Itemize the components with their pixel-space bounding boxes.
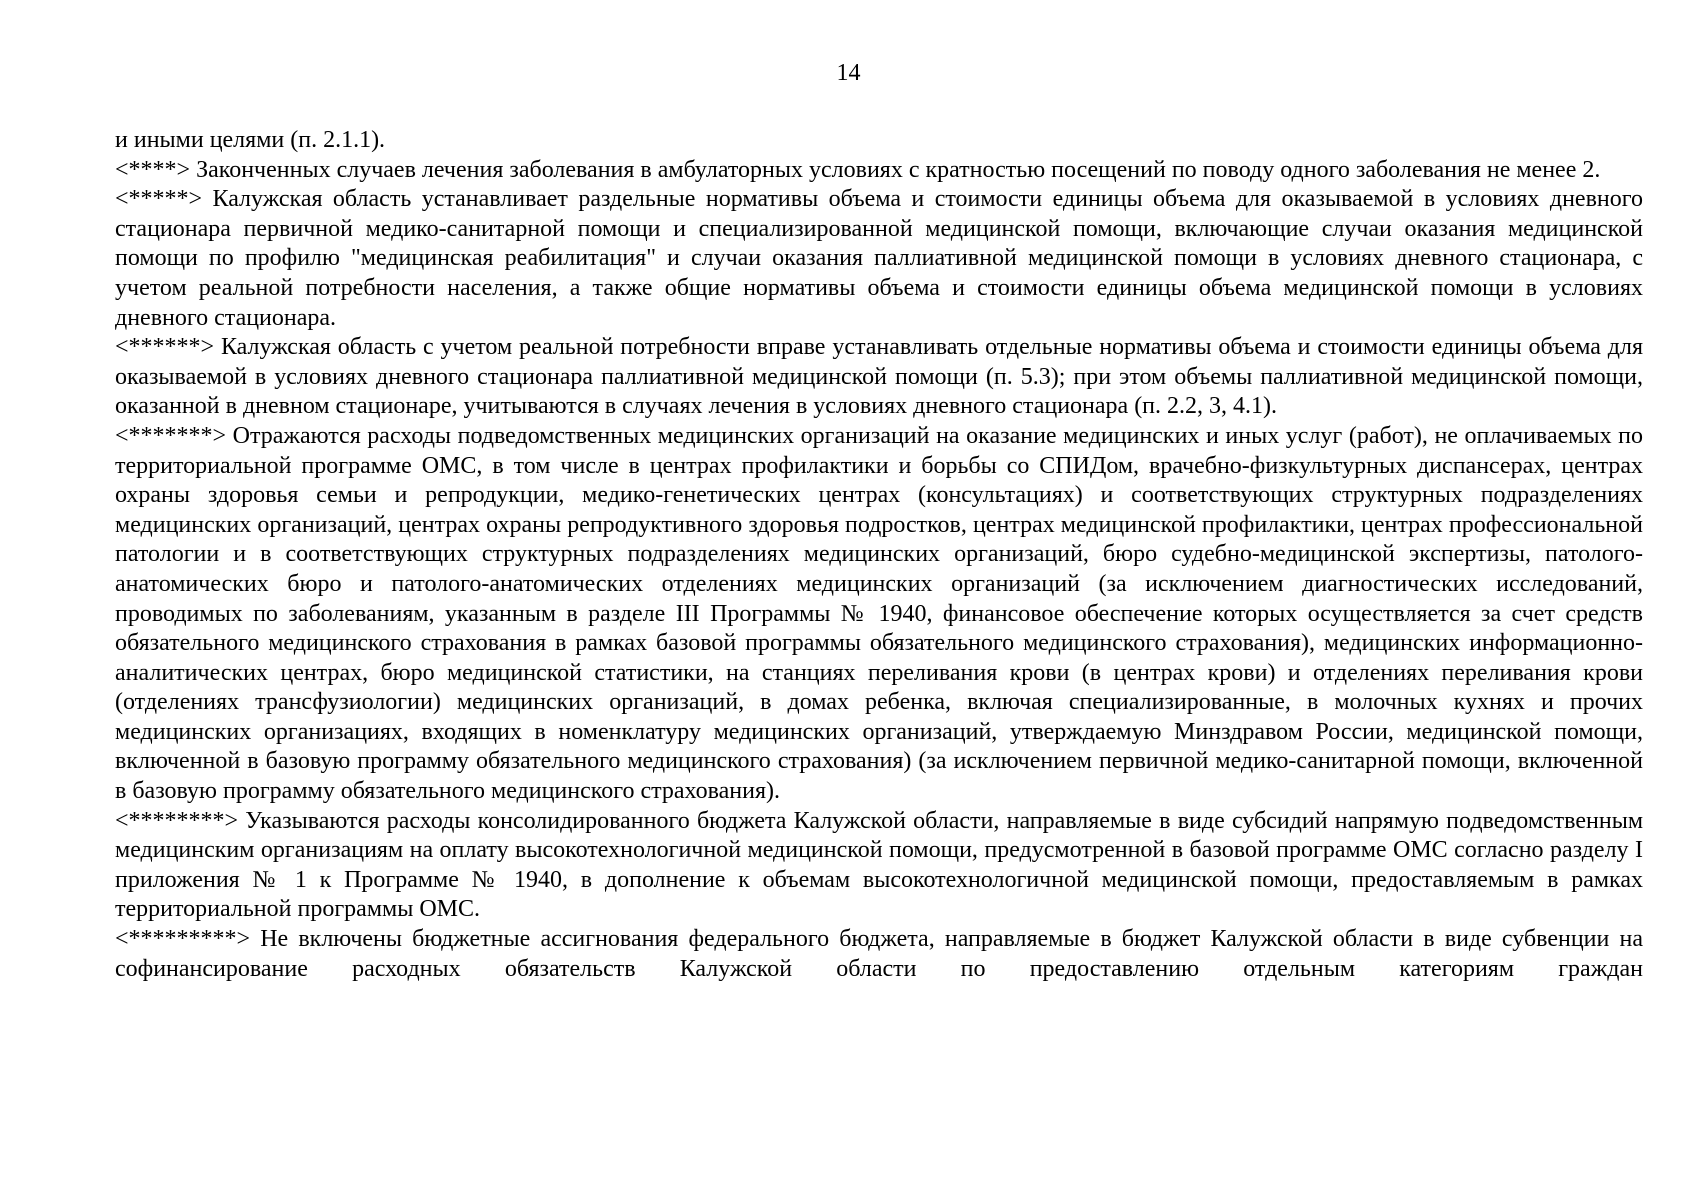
footnote-4-stars: <****> Законченных случаев лечения заболевания в амбулаторных условиях с кратностью посещений по поводу одного заболевания не менее 2. bbox=[115, 156, 1601, 183]
footnote-7-stars: <*******> Отражаются расходы подведомственных медицинских организаций на оказание медицинских и иных услуг (работ), не оплачиваемых по территориальной программе ОМС, в том числе в центрах профилактики и борьбы со СПИДом, врачебно-физкультурных диспансерах, центрах охраны здоровья семьи и репродукции, медико-генетических центрах (консультациях) и соответствующих структурных подразделениях медицинских организаций, центрах охраны репродуктивного здоровья подростков, центрах медицинской профилактики, центрах профессиональной патологии и в соответствующих структурных подразделениях медицинских организаций, бюро судебно-медицинской экспертизы, патолого-анатомических бюро и патолого-анатомических отделениях медицинских организаций (за исключением диагностических исследований, проводимых по заболеваниям, указанным в разделе III Программы № 1940, финансовое обеспечение которых осуществляется за счет средств обязательного медицинского страхования в рамках базовой программы обязательного медицинского страхования), медицинских информационно-аналитических центрах, бюро медицинской статистики, на станциях переливания крови (в центрах крови) и отделениях переливания крови (отделениях трансфузиологии) медицинских организаций, в домах ребенка, включая специализированные, в молочных кухнях и прочих медицинских организациях, входящих в номенклатуру медицинских организаций, утверждаемую Минздравом России, медицинской помощи, включенной в базовую программу обязательного медицинского страхования) (за исключением первичной медико-санитарной помощи, включенной в базовую программу обязательного медицинского страхования). bbox=[115, 422, 1643, 805]
paragraph-continuation: и иными целями (п. 2.1.1). bbox=[115, 127, 386, 153]
footnote-5-stars: <*****> Калужская область устанавливает раздельные нормативы объема и стоимости единицы объема для оказываемой в условиях дневного стационара первичной медико-санитарной помощи и специализированной медицинской помощи, включающие случаи оказания медицинской помощи по профилю "медицинская реабилитация" и случаи оказания паллиативной медицинской помощи в условиях дневного стационара, с учетом реальной потребности населения, а также общие нормативы объема и стоимости единицы объема медицинской помощи в условиях дневного стационара. bbox=[115, 186, 1643, 331]
page-number: 14 bbox=[836, 60, 861, 86]
footnote-8-stars: <********> Указываются расходы консолидированного бюджета Калужской области, направляемые в виде субсидий напрямую подведомственным медицинским организациям на оплату высокотехнологичной медицинской помощи, предусмотренной в базовой программе ОМС согласно разделу I приложения № 1 к Программе № 1940, в дополнение к объемам высокотехнологичной медицинской помощи, предоставляемым в рамках территориальной программы ОМС. bbox=[115, 807, 1643, 923]
footnote-6-stars: <******> Калужская область с учетом реальной потребности вправе устанавливать отдельные нормативы объема и стоимости единицы объема для оказываемой в условиях дневного стационара паллиативной медицинской помощи (п. 5.3); при этом объемы паллиативной медицинской помощи, оказанной в дневном стационаре, учитываются в случаях лечения в условиях дневного стационара (п. 2.2, 3, 4.1). bbox=[115, 334, 1643, 420]
document-body bbox=[115, 126, 1643, 984]
footnote-9-stars: <*********> Не включены бюджетные ассигнования федерального бюджета, направляемые в бюджет Калужской области в виде субвенции на софинансирование расходных обязательств Калужской области по предоставлению отдельным категориям граждан bbox=[115, 926, 1643, 982]
